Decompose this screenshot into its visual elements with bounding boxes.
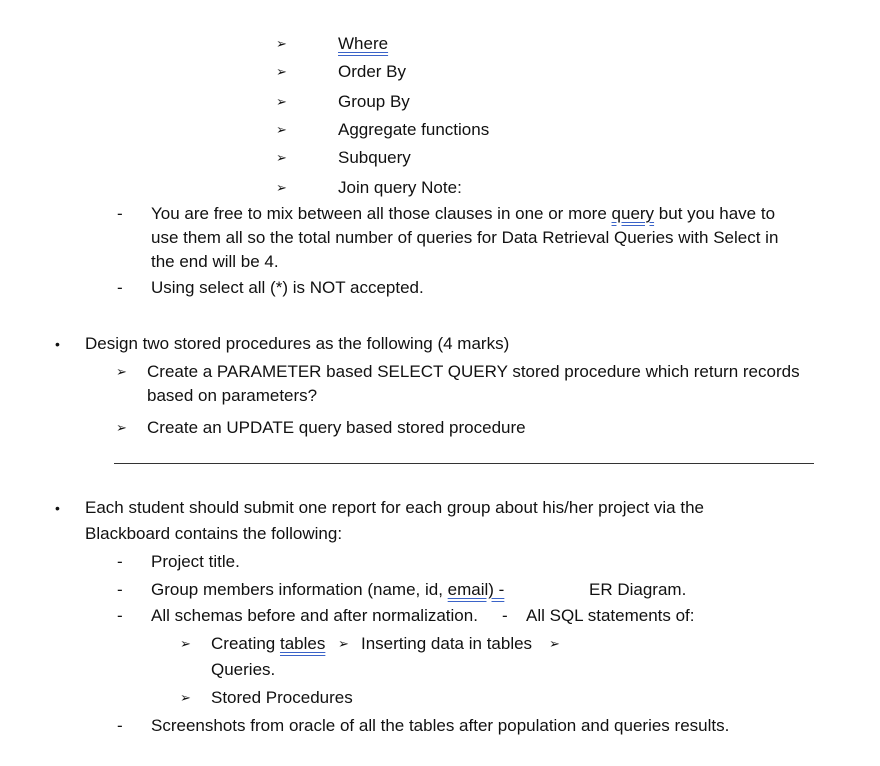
- report-project-title: Project title.: [151, 552, 240, 571]
- dash-bullet: -: [117, 716, 123, 735]
- arrow-bullet-icon: ➢: [276, 151, 287, 166]
- section-divider: [114, 463, 814, 464]
- arrow-bullet-icon: ➢: [276, 65, 287, 80]
- report-creating-text: Creating: [211, 634, 280, 653]
- arrow-bullet-icon: ➢: [549, 637, 560, 652]
- arrow-bullet-icon: ➢: [116, 421, 127, 436]
- report-stored-procedures: Stored Procedures: [211, 688, 353, 707]
- clause-where: Where: [338, 34, 389, 53]
- dash-bullet: -: [117, 580, 123, 599]
- arrow-bullet-icon: ➢: [180, 691, 191, 706]
- report-heading-line1: Each student should submit one report for each group about his/her project via the: [85, 498, 704, 517]
- note-mix-text-a: You are free to mix between all those clauses in one or more: [151, 204, 612, 223]
- clause-group-by: Group By: [338, 92, 410, 111]
- dash-bullet: -: [117, 552, 123, 571]
- procedure-item-1-line2: based on parameters?: [147, 386, 318, 405]
- report-members-email-link: email) -: [447, 580, 505, 599]
- report-schemas: All schemas before and after normalization.: [151, 606, 478, 625]
- report-members-text: Group members information (name, id,: [151, 580, 448, 599]
- procedure-item-2: Create an UPDATE query based stored procedure: [147, 418, 526, 437]
- report-creating-line: [211, 634, 325, 654]
- arrow-bullet-icon: ➢: [276, 37, 287, 52]
- report-members-line: [151, 580, 504, 600]
- bullet-dot: •: [55, 336, 60, 352]
- dash-bullet: -: [117, 606, 123, 625]
- arrow-bullet-icon: ➢: [116, 365, 127, 380]
- bullet-dot: •: [55, 500, 60, 516]
- note-mix-line1: [151, 204, 775, 224]
- note-mix-line2: use them all so the total number of queries for Data Retrieval Queries with Select in: [151, 228, 779, 247]
- clause-subquery: Subquery: [338, 148, 411, 167]
- note-mix-query-link: query: [611, 204, 655, 223]
- clause-aggregate-functions: Aggregate functions: [338, 120, 490, 139]
- note-select-all: Using select all (*) is NOT accepted.: [151, 278, 424, 297]
- arrow-bullet-icon: ➢: [276, 123, 287, 138]
- arrow-bullet-icon: ➢: [276, 181, 287, 196]
- report-creating-tables-link: tables: [279, 634, 326, 653]
- dash-bullet: -: [117, 278, 123, 297]
- arrow-bullet-icon: ➢: [276, 95, 287, 110]
- arrow-bullet-icon: ➢: [180, 637, 191, 652]
- report-sql-statements: All SQL statements of:: [526, 606, 695, 625]
- report-queries: Queries.: [211, 660, 276, 679]
- procedures-heading: Design two stored procedures as the following (4 marks): [85, 334, 510, 353]
- procedure-item-1-line1: Create a PARAMETER based SELECT QUERY stored procedure which return records: [147, 362, 800, 381]
- dash-bullet: -: [117, 204, 123, 223]
- note-mix-text-b: but you have to: [654, 204, 776, 223]
- report-er-diagram: ER Diagram.: [589, 580, 687, 599]
- arrow-bullet-icon: ➢: [338, 637, 349, 652]
- note-mix-line3: the end will be 4.: [151, 252, 279, 271]
- clause-join-query-note: Join query Note:: [338, 178, 462, 197]
- report-heading-line2: Blackboard contains the following:: [85, 524, 343, 543]
- report-inserting-data: Inserting data in tables: [361, 634, 533, 653]
- report-screenshots: Screenshots from oracle of all the tables after population and queries results.: [151, 716, 730, 735]
- clause-order-by: Order By: [338, 62, 407, 81]
- report-separator-dash: -: [502, 606, 508, 625]
